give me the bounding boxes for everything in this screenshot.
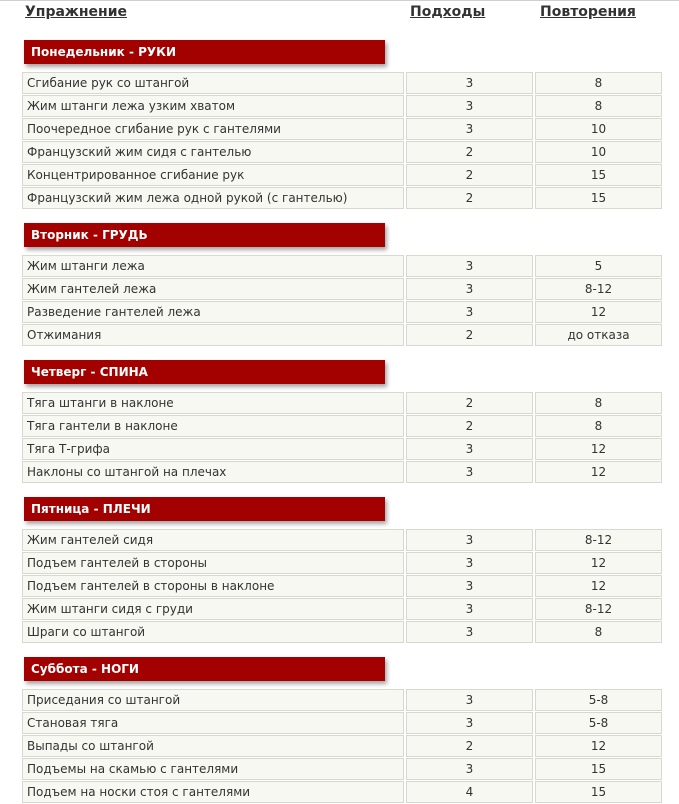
- reps-value: 12: [535, 552, 662, 574]
- reps-value: до отказа: [535, 324, 662, 346]
- table-row: [22, 141, 662, 164]
- table-row: [22, 301, 662, 324]
- table-row: [22, 438, 662, 461]
- sets-value: 3: [406, 118, 533, 140]
- sets-value: 4: [406, 781, 533, 803]
- exercise-list: [22, 689, 662, 804]
- sets-value: 3: [406, 689, 533, 711]
- exercise-name: Подъем гантелей в стороны: [22, 552, 404, 574]
- reps-value: 12: [535, 575, 662, 597]
- reps-value: 8: [535, 621, 662, 643]
- sets-value: 3: [406, 72, 533, 94]
- table-row: [22, 72, 662, 95]
- exercise-list: [22, 392, 662, 484]
- table-row: [22, 735, 662, 758]
- reps-value: 10: [535, 141, 662, 163]
- sets-value: 3: [406, 712, 533, 734]
- exercise-name: Тяга Т-грифа: [22, 438, 404, 460]
- exercise-list: [22, 529, 662, 644]
- table-row: [22, 758, 662, 781]
- reps-value: 12: [535, 438, 662, 460]
- sets-value: 3: [406, 529, 533, 551]
- reps-value: 5: [535, 255, 662, 277]
- exercise-name: Приседания со штангой: [22, 689, 404, 711]
- exercise-name: Подъемы на скамью с гантелями: [22, 758, 404, 780]
- exercise-name: Подъем гантелей в стороны в наклоне: [22, 575, 404, 597]
- table-row: [22, 164, 662, 187]
- exercise-name: Французский жим лежа одной рукой (с гантелью): [22, 187, 404, 209]
- exercise-list: [22, 255, 662, 347]
- exercise-name: Шраги со штангой: [22, 621, 404, 643]
- sets-value: 3: [406, 278, 533, 300]
- sets-value: 3: [406, 598, 533, 620]
- reps-value: 5-8: [535, 689, 662, 711]
- sets-value: 3: [406, 301, 533, 323]
- table-row: [22, 255, 662, 278]
- reps-value: 8: [535, 95, 662, 117]
- sets-value: 2: [406, 164, 533, 186]
- table-row: [22, 415, 662, 438]
- sets-value: 3: [406, 575, 533, 597]
- reps-value: 12: [535, 735, 662, 757]
- column-header-reps[interactable]: Повторения: [540, 4, 636, 20]
- sets-value: 3: [406, 621, 533, 643]
- exercise-name: Жим гантелей лежа: [22, 278, 404, 300]
- table-row: [22, 324, 662, 347]
- table-row: [22, 187, 662, 210]
- sets-value: 3: [406, 255, 533, 277]
- sets-value: 2: [406, 187, 533, 209]
- exercise-name: Тяга гантели в наклоне: [22, 415, 404, 437]
- exercise-name: Разведение гантелей лежа: [22, 301, 404, 323]
- day-banner: Четверг - СПИНА: [24, 360, 385, 384]
- exercise-name: Жим штанги лежа узким хватом: [22, 95, 404, 117]
- reps-value: 10: [535, 118, 662, 140]
- table-row: [22, 392, 662, 415]
- reps-value: 8-12: [535, 278, 662, 300]
- table-header: [0, 0, 679, 24]
- table-row: [22, 278, 662, 301]
- table-row: [22, 461, 662, 484]
- reps-value: 8-12: [535, 598, 662, 620]
- day-banner: Пятница - ПЛЕЧИ: [24, 497, 385, 521]
- day-banner: Понедельник - РУКИ: [24, 40, 385, 64]
- exercise-list: [22, 72, 662, 210]
- exercise-name: Поочередное сгибание рук с гантелями: [22, 118, 404, 140]
- reps-value: 8: [535, 392, 662, 414]
- reps-value: 15: [535, 758, 662, 780]
- reps-value: 15: [535, 164, 662, 186]
- sets-value: 3: [406, 461, 533, 483]
- reps-value: 12: [535, 301, 662, 323]
- sets-value: 2: [406, 324, 533, 346]
- column-header-exercise[interactable]: Упражнение: [25, 4, 128, 20]
- reps-value: 15: [535, 781, 662, 803]
- sets-value: 2: [406, 392, 533, 414]
- reps-value: 15: [535, 187, 662, 209]
- column-header-sets[interactable]: Подходы: [410, 4, 486, 20]
- table-row: [22, 529, 662, 552]
- exercise-name: Тяга штанги в наклоне: [22, 392, 404, 414]
- sets-value: 3: [406, 95, 533, 117]
- sets-value: 3: [406, 758, 533, 780]
- exercise-name: Выпады со штангой: [22, 735, 404, 757]
- table-row: [22, 689, 662, 712]
- reps-value: 8: [535, 415, 662, 437]
- sets-value: 3: [406, 438, 533, 460]
- table-row: [22, 575, 662, 598]
- exercise-name: Становая тяга: [22, 712, 404, 734]
- day-banner: Суббота - НОГИ: [24, 657, 385, 681]
- reps-value: 8: [535, 72, 662, 94]
- sets-value: 2: [406, 141, 533, 163]
- exercise-name: Наклоны со штангой на плечах: [22, 461, 404, 483]
- table-row: [22, 712, 662, 735]
- exercise-name: Жим штанги сидя с груди: [22, 598, 404, 620]
- exercise-name: Подъем на носки стоя с гантелями: [22, 781, 404, 803]
- table-row: [22, 621, 662, 644]
- reps-value: 12: [535, 461, 662, 483]
- sets-value: 2: [406, 415, 533, 437]
- exercise-name: Сгибание рук со штангой: [22, 72, 404, 94]
- exercise-name: Концентрированное сгибание рук: [22, 164, 404, 186]
- exercise-name: Жим штанги лежа: [22, 255, 404, 277]
- sets-value: 2: [406, 735, 533, 757]
- table-row: [22, 118, 662, 141]
- day-banner: Вторник - ГРУДЬ: [24, 223, 385, 247]
- reps-value: 8-12: [535, 529, 662, 551]
- table-row: [22, 598, 662, 621]
- table-row: [22, 552, 662, 575]
- exercise-name: Французский жим сидя с гантелью: [22, 141, 404, 163]
- exercise-name: Отжимания: [22, 324, 404, 346]
- table-row: [22, 95, 662, 118]
- reps-value: 5-8: [535, 712, 662, 734]
- exercise-name: Жим гантелей сидя: [22, 529, 404, 551]
- sets-value: 3: [406, 552, 533, 574]
